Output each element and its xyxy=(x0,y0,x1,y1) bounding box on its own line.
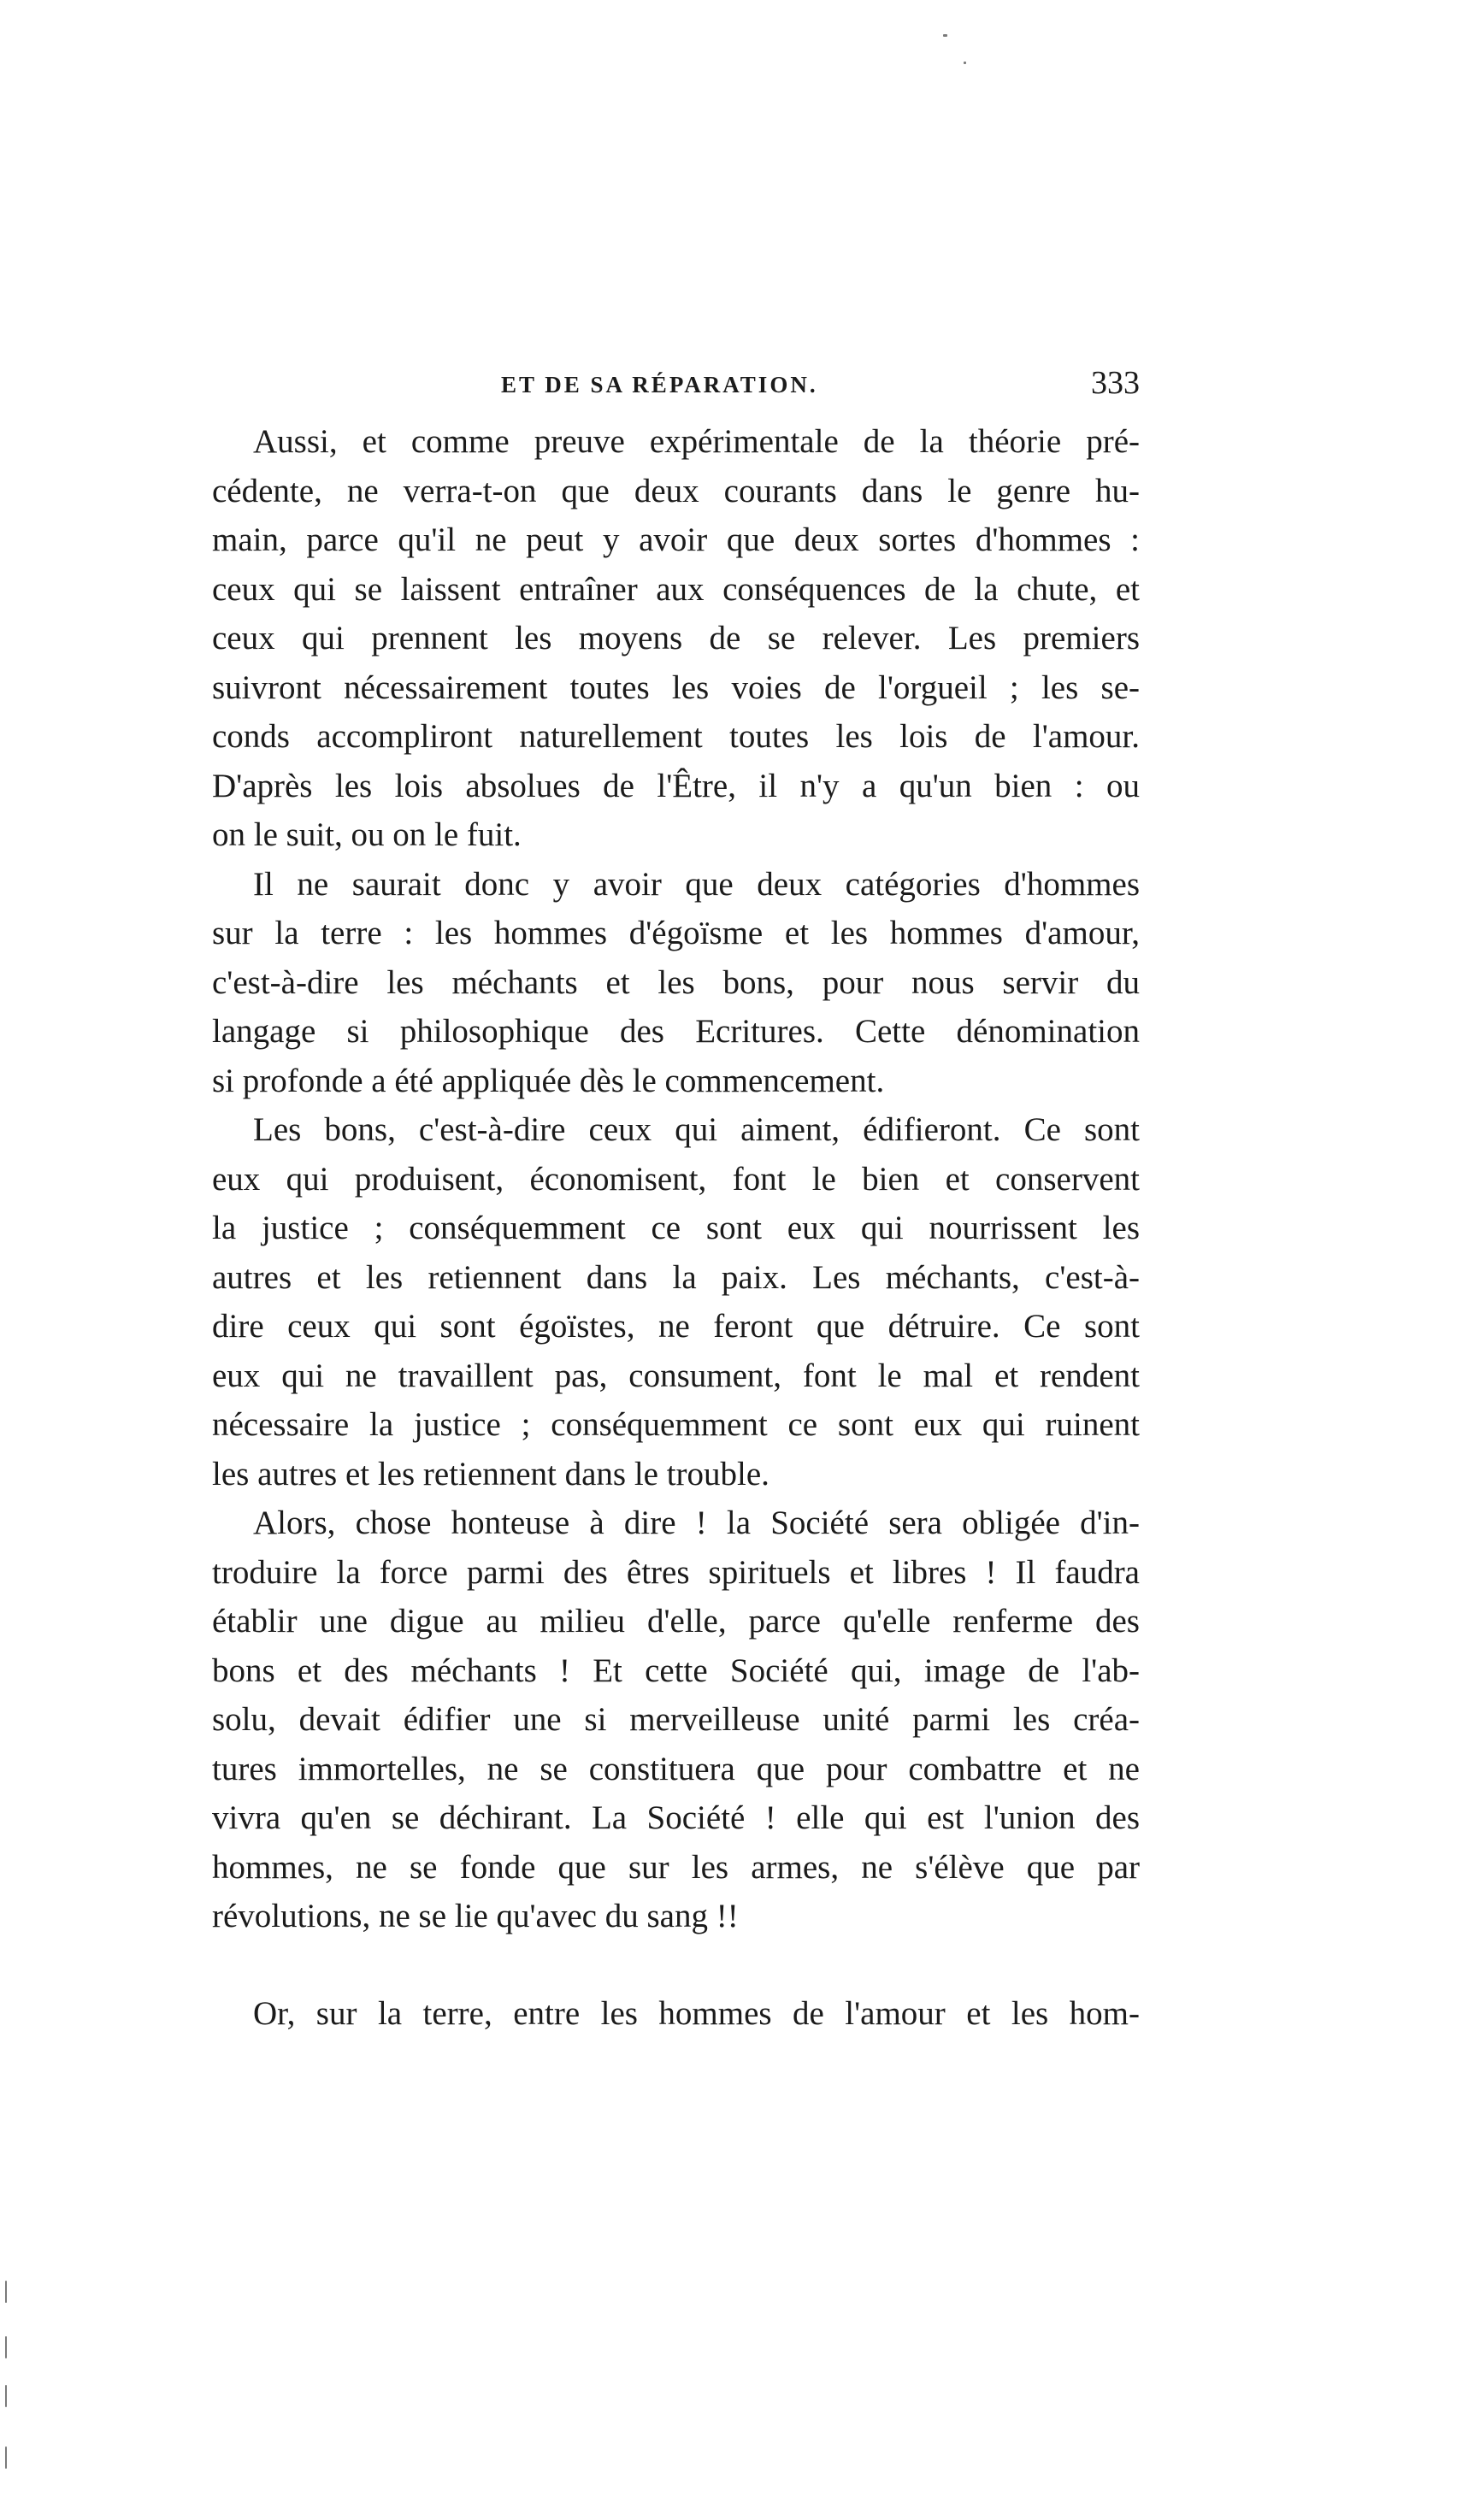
paragraph xyxy=(212,860,1140,1106)
scan-mark xyxy=(5,2336,7,2358)
scan-mark xyxy=(964,62,966,64)
text-line: on le suit, ou on le fuit. xyxy=(212,816,522,853)
text-line: établir une digue au milieu d'elle, parce qu'elle renferme des xyxy=(212,1603,1140,1640)
text-line: suivront nécessairement toutes les voies de l'orgueil ; les se- xyxy=(212,668,1140,706)
scan-mark xyxy=(5,2385,7,2407)
scan-mark xyxy=(5,2446,7,2469)
text-line: eux qui ne travaillent pas, consument, font le mal et rendent xyxy=(212,1357,1140,1394)
text-line: Alors, chose honteuse à dire ! la Société sera obligée d'in- xyxy=(253,1504,1140,1541)
text-line: Aussi, et comme preuve expérimentale de la théorie pré- xyxy=(253,423,1140,460)
text-line: Les bons, c'est-à-dire ceux qui aiment, édifieront. Ce sont xyxy=(253,1111,1140,1148)
text-line: la justice ; conséquemment ce sont eux qui nourrissent les xyxy=(212,1210,1140,1246)
paragraph xyxy=(212,417,1140,860)
text-line: main, parce qu'il ne peut y avoir que deux sortes d'hommes : xyxy=(212,521,1140,558)
text-line: dire ceux qui sont égoïstes, ne feront que détruire. Ce sont xyxy=(212,1308,1140,1345)
text-line: langage si philosophique des Ecritures. Cette dénomination xyxy=(212,1013,1140,1050)
scan-mark xyxy=(5,2281,7,2303)
running-head xyxy=(212,366,1140,403)
text-line: bons et des méchants ! Et cette Société qui, image de l'ab- xyxy=(212,1652,1140,1689)
text-line: vivra qu'en se déchirant. La Société ! elle qui est l'union des xyxy=(212,1799,1140,1836)
text-line: les autres et les retiennent dans le trouble. xyxy=(212,1455,769,1493)
text-line: sur la terre : les hommes d'égoïsme et les hommes d'amour, xyxy=(212,915,1140,951)
text-line: troduire la force parmi des êtres spirituels et libres ! Il faudra xyxy=(212,1553,1140,1591)
paragraph-gap xyxy=(212,1941,1140,1989)
scan-mark xyxy=(943,34,947,37)
text-line: D'après les lois absolues de l'Être, il n'y a qu'un bien : ou xyxy=(212,767,1140,804)
text-line: eux qui produisent, économisent, font le bien et conservent xyxy=(212,1160,1140,1198)
text-line: hommes, ne se fonde que sur les armes, ne s'élève que par xyxy=(212,1848,1140,1886)
text-line: Or, sur la terre, entre les hommes de l'amour et les hom- xyxy=(253,1994,1140,2032)
text-line: solu, devait édifier une si merveilleuse unité parmi les créa- xyxy=(212,1701,1140,1738)
running-title: ET DE SA RÉPARATION. xyxy=(501,372,818,397)
text-line: tures immortelles, ne se constituera que pour combattre et ne xyxy=(212,1750,1140,1787)
paragraph xyxy=(212,1498,1140,1941)
text-line: autres et les retiennent dans la paix. Les méchants, c'est-à- xyxy=(212,1258,1140,1296)
text-line: conds accompliront naturellement toutes les lois de l'amour. xyxy=(212,718,1140,755)
text-line: Il ne saurait donc y avoir que deux catégories d'hommes xyxy=(253,865,1140,903)
paragraph xyxy=(212,1105,1140,1498)
paragraph xyxy=(212,1989,1140,2039)
text-line: cédente, ne verra-t-on que deux courants dans le genre hu- xyxy=(212,472,1140,509)
page-number: 333 xyxy=(1091,365,1140,401)
text-line: c'est-à-dire les méchants et les bons, pour nous servir du xyxy=(212,963,1140,1001)
text-line: si profonde a été appliquée dès le commencement. xyxy=(212,1062,885,1099)
text-line: ceux qui se laissent entraîner aux conséquences de la chute, et xyxy=(212,570,1140,608)
text-line: ceux qui prennent les moyens de se relever. Les premiers xyxy=(212,620,1140,656)
text-line: révolutions, ne se lie qu'avec du sang !! xyxy=(212,1898,739,1934)
text-line: nécessaire la justice ; conséquemment ce sont eux qui ruinent xyxy=(212,1406,1140,1443)
body-text xyxy=(212,417,1140,2038)
